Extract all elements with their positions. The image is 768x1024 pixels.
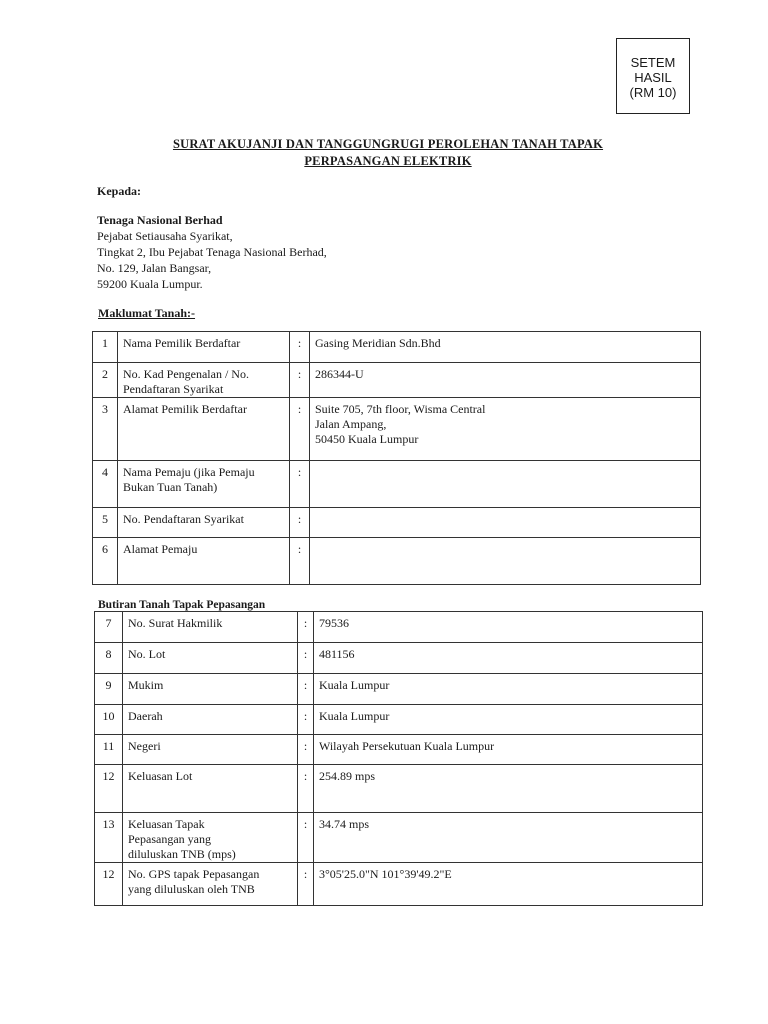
field-value-line: 79536: [319, 616, 349, 630]
row-number: 8: [95, 643, 123, 674]
row-number: 4: [93, 461, 118, 508]
row-number: 2: [93, 363, 118, 398]
address-line-4: 59200 Kuala Lumpur.: [97, 277, 203, 291]
field-value: [314, 735, 703, 765]
field-label: [123, 612, 298, 643]
land-info-table: [92, 331, 701, 585]
field-label-line: Bukan Tuan Tanah): [123, 480, 218, 494]
stamp-line-3: (RM 10): [629, 85, 677, 100]
field-value: [310, 363, 701, 398]
table-row: [93, 398, 701, 461]
field-value: [310, 461, 701, 508]
field-value: [310, 398, 701, 461]
colon-separator: :: [298, 643, 314, 674]
table-row: [95, 863, 703, 906]
table-row: [95, 705, 703, 735]
field-label: [118, 461, 290, 508]
field-value-line: 3°05'25.0"N 101°39'49.2"E: [319, 867, 452, 881]
field-label: [123, 765, 298, 813]
field-value-line: Kuala Lumpur: [319, 678, 390, 692]
field-value: [310, 538, 701, 585]
field-label-line: Alamat Pemilik Berdaftar: [123, 402, 247, 416]
title-line-1: SURAT AKUJANJI DAN TANGGUNGRUGI PEROLEHAN TANAH TAPAK: [172, 137, 604, 151]
field-value-line: 50450 Kuala Lumpur: [315, 432, 419, 446]
title-line-2: PERPASANGAN ELEKTRIK: [304, 154, 472, 168]
field-value: [314, 705, 703, 735]
field-label-line: Keluasan Tapak: [128, 817, 205, 831]
site-details-table: [94, 611, 703, 906]
field-label-line: Keluasan Lot: [128, 769, 193, 783]
field-label-line: Nama Pemaju (jika Pemaju: [123, 465, 255, 479]
row-number: 7: [95, 612, 123, 643]
row-number: 9: [95, 674, 123, 705]
colon-separator: :: [290, 538, 310, 585]
colon-separator: :: [290, 508, 310, 538]
table-row: [93, 461, 701, 508]
field-value-line: 481156: [319, 647, 355, 661]
field-value: [314, 863, 703, 906]
field-value-line: Jalan Ampang,: [315, 417, 387, 431]
field-value: [314, 765, 703, 813]
row-number: 11: [95, 735, 123, 765]
field-label: [123, 705, 298, 735]
table-row: [95, 612, 703, 643]
field-value: [310, 332, 701, 363]
row-number: 1: [93, 332, 118, 363]
row-number: 5: [93, 508, 118, 538]
field-label-line: Alamat Pemaju: [123, 542, 198, 556]
field-value-line: Suite 705, 7th floor, Wisma Central: [315, 402, 486, 416]
field-label-line: Pepasangan yang: [128, 832, 211, 846]
section-title-site-details: Butiran Tanah Tapak Pepasangan: [98, 599, 266, 611]
field-value: [314, 674, 703, 705]
recipient-address: [97, 212, 327, 292]
field-label-line: Daerah: [128, 709, 163, 723]
document-title: [100, 136, 676, 170]
field-label-line: No. Pendaftaran Syarikat: [123, 512, 244, 526]
row-number: 13: [95, 813, 123, 863]
colon-separator: :: [290, 332, 310, 363]
field-value: [314, 612, 703, 643]
colon-separator: :: [290, 363, 310, 398]
table-row: [95, 643, 703, 674]
colon-separator: :: [290, 461, 310, 508]
colon-separator: :: [298, 612, 314, 643]
row-number: 12: [95, 765, 123, 813]
table-row: [95, 674, 703, 705]
colon-separator: :: [298, 735, 314, 765]
colon-separator: :: [298, 765, 314, 813]
stamp-line-1: SETEM: [630, 55, 676, 70]
field-label: [123, 813, 298, 863]
field-label-line: Negeri: [128, 739, 161, 753]
colon-separator: :: [298, 674, 314, 705]
field-label: [123, 735, 298, 765]
field-label-line: Pendaftaran Syarikat: [123, 382, 224, 396]
field-value-line: 286344-U: [315, 367, 364, 381]
stamp-line-2: HASIL: [634, 70, 672, 85]
field-label: [118, 363, 290, 398]
section-title-land-info: Maklumat Tanah:-: [98, 306, 196, 320]
field-value: [314, 813, 703, 863]
table-row: [93, 508, 701, 538]
field-label: [123, 674, 298, 705]
table-row: [95, 765, 703, 813]
recipient-label: Kepada:: [97, 184, 142, 198]
field-value-line: 34.74 mps: [319, 817, 370, 831]
field-value-line: Wilayah Persekutuan Kuala Lumpur: [319, 739, 495, 753]
field-label: [118, 332, 290, 363]
field-label: [118, 538, 290, 585]
table-row: [93, 538, 701, 585]
address-line-3: No. 129, Jalan Bangsar,: [97, 261, 212, 275]
field-label: [123, 643, 298, 674]
field-label-line: Nama Pemilik Berdaftar: [123, 336, 241, 350]
row-number: 10: [95, 705, 123, 735]
colon-separator: :: [290, 398, 310, 461]
field-value: [310, 508, 701, 538]
field-label-line: Mukim: [128, 678, 164, 692]
field-label-line: No. Lot: [128, 647, 166, 661]
field-label: [123, 863, 298, 906]
row-number: 12: [95, 863, 123, 906]
address-line-2: Tingkat 2, Ibu Pejabat Tenaga Nasional Berhad,: [97, 245, 327, 259]
table-row: [95, 813, 703, 863]
recipient-org: Tenaga Nasional Berhad: [97, 213, 223, 227]
table-row: [93, 363, 701, 398]
colon-separator: :: [298, 863, 314, 906]
row-number: 3: [93, 398, 118, 461]
field-label-line: yang diluluskan oleh TNB: [128, 882, 255, 896]
field-value-line: Gasing Meridian Sdn.Bhd: [315, 336, 441, 350]
address-line-1: Pejabat Setiausaha Syarikat,: [97, 229, 233, 243]
field-label-line: No. Surat Hakmilik: [128, 616, 223, 630]
table-row: [93, 332, 701, 363]
field-label-line: No. GPS tapak Pepasangan: [128, 867, 260, 881]
colon-separator: :: [298, 705, 314, 735]
row-number: 6: [93, 538, 118, 585]
field-label-line: No. Kad Pengenalan / No.: [123, 367, 249, 381]
field-value-line: Kuala Lumpur: [319, 709, 390, 723]
field-label: [118, 398, 290, 461]
table-row: [95, 735, 703, 765]
field-value: [314, 643, 703, 674]
colon-separator: :: [298, 813, 314, 863]
field-label: [118, 508, 290, 538]
revenue-stamp-box: [616, 38, 690, 114]
field-label-line: diluluskan TNB (mps): [128, 847, 236, 861]
field-value-line: 254.89 mps: [319, 769, 376, 783]
